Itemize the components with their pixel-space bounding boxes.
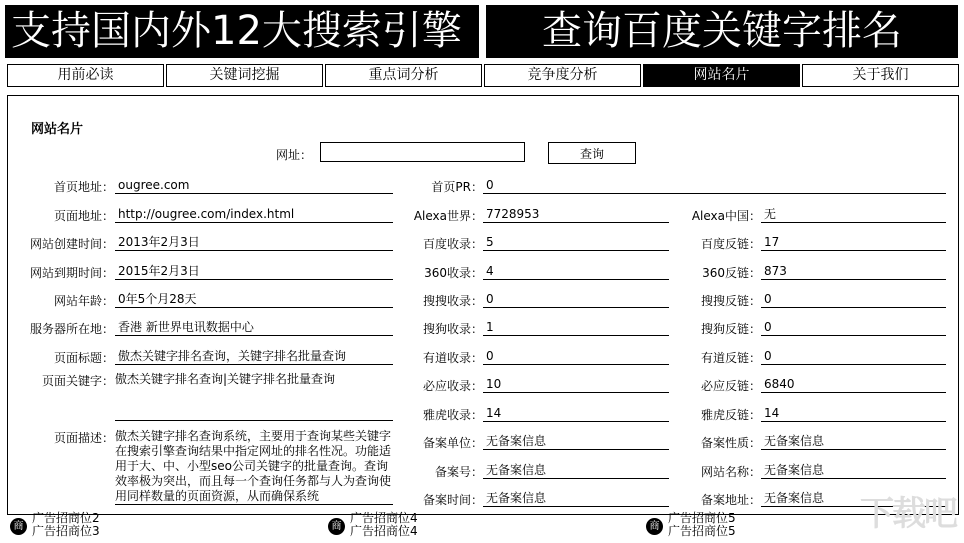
site-card-panel [7, 95, 959, 515]
ad-slot-2-line2: 广告招商位4 [350, 524, 418, 538]
panel-title: 网站名片 [31, 122, 84, 137]
page-desc-value: 傲杰关键字排名查询系统，主要用于查询某些关键字在搜索引擎查询结果中指定网址的排名性况。功能适用于大、中、小型seo公司关键字的批量查询。查询效率极为突出，而且每一个查询任务都与人为查询使用同样数量的页面资源，从而确保系统 [115, 429, 392, 503]
tab-keyword-analysis[interactable]: 重点词分析 [325, 64, 482, 87]
icp-number-value: 无备案信息 [483, 463, 669, 479]
site-name-label: 网站名称： [700, 465, 761, 479]
yahoo-backlink-label: 雅虎反链： [700, 408, 761, 422]
created-label: 网站创建时间： [29, 237, 114, 251]
bing-index-value: 10 [483, 377, 669, 393]
youdao-backlink-value: 0 [761, 349, 946, 365]
age-value: 0年5个月28天 [115, 292, 393, 308]
page-keywords-label: 页面关键字： [41, 374, 114, 388]
sogou-backlink-value: 0 [761, 320, 946, 336]
page-desc-underline [115, 504, 393, 505]
ad-slot-3-line1: 广告招商位5 [668, 511, 736, 525]
sogou-backlink-label: 搜狗反链： [700, 322, 761, 336]
ad-slot-2-line1: 广告招商位4 [350, 511, 418, 525]
ad-slot-3-line2: 广告招商位5 [668, 524, 736, 538]
expires-value: 2015年2月3日 [115, 264, 393, 280]
baidu-index-value: 5 [483, 235, 669, 251]
so360-index-label: 360收录： [424, 266, 483, 280]
merchant-icon: 商 [10, 518, 27, 535]
server-value: 香港 新世界电讯数据中心 [115, 320, 393, 336]
youdao-index-value: 0 [483, 349, 669, 365]
ad-slot-1-line2: 广告招商位3 [32, 524, 100, 538]
ad-slot-1[interactable] [10, 511, 100, 538]
watermark-logo: 下载吧 [860, 494, 956, 534]
pr-value: 0 [483, 178, 946, 194]
soso-backlink-label: 搜搜反链： [700, 294, 761, 308]
baidu-backlink-value: 17 [761, 235, 946, 251]
soso-index-label: 搜搜收录： [422, 294, 483, 308]
youdao-index-label: 有道收录： [422, 351, 483, 365]
so360-backlink-label: 360反链： [702, 266, 761, 280]
sogou-index-value: 1 [483, 320, 669, 336]
icp-unit-label: 备案单位： [422, 436, 483, 450]
soso-backlink-value: 0 [761, 292, 946, 308]
url-label: 网址： [276, 148, 313, 162]
tab-guide[interactable]: 用前必读 [7, 64, 164, 87]
page-keywords-underline [115, 420, 393, 421]
page-desc-label: 页面描述： [53, 431, 114, 445]
banner-right-title: 查询百度关键字排名 [486, 5, 958, 58]
baidu-backlink-label: 百度反链： [700, 237, 761, 251]
created-value: 2013年2月3日 [115, 235, 393, 251]
expires-label: 网站到期时间： [29, 266, 114, 280]
query-button[interactable]: 查询 [548, 142, 636, 164]
yahoo-backlink-value: 14 [761, 406, 946, 422]
icp-time-value: 无备案信息 [483, 491, 669, 507]
sogou-index-label: 搜狗收录： [422, 322, 483, 336]
icp-address-value: 无备案信息 [761, 491, 946, 507]
tab-competition-analysis[interactable]: 竞争度分析 [484, 64, 641, 87]
alexa-china-label: Alexa中国： [691, 209, 761, 223]
server-label: 服务器所在地： [29, 322, 114, 336]
tab-site-card[interactable]: 网站名片 [643, 64, 800, 87]
tab-keyword-mining[interactable]: 关键词挖掘 [166, 64, 323, 87]
alexa-china-value: 无 [761, 207, 946, 223]
bing-index-label: 必应收录： [422, 379, 483, 393]
youdao-backlink-label: 有道反链： [700, 351, 761, 365]
url-input[interactable] [320, 142, 525, 162]
icp-time-label: 备案时间： [422, 493, 483, 507]
so360-index-value: 4 [483, 264, 669, 280]
page-keywords-value: 傲杰关键字排名查询|关键字排名批量查询 [115, 372, 336, 386]
homepage-value: ougree.com [115, 178, 393, 194]
ad-slot-3[interactable] [646, 511, 736, 538]
alexa-world-value: 7728953 [483, 207, 669, 223]
ad-slot-2[interactable] [328, 511, 418, 538]
homepage-label: 首页地址： [53, 180, 114, 194]
pr-label: 首页PR： [431, 180, 483, 194]
icp-type-value: 无备案信息 [761, 434, 946, 450]
icp-address-label: 备案地址： [700, 493, 761, 507]
baidu-index-label: 百度收录： [422, 237, 483, 251]
age-label: 网站年龄： [53, 294, 114, 308]
page-url-value: http://ougree.com/index.html [115, 207, 393, 223]
icp-number-label: 备案号： [434, 465, 483, 479]
soso-index-value: 0 [483, 292, 669, 308]
page-title-label: 页面标题： [53, 351, 114, 365]
alexa-world-label: Alexa世界： [413, 209, 483, 223]
yahoo-index-label: 雅虎收录： [422, 408, 483, 422]
tab-about-us[interactable]: 关于我们 [802, 64, 959, 87]
merchant-icon: 商 [328, 518, 345, 535]
merchant-icon: 商 [646, 518, 663, 535]
main-tabs [7, 64, 959, 90]
icp-unit-value: 无备案信息 [483, 434, 669, 450]
ad-slot-1-line1: 广告招商位2 [32, 511, 100, 525]
bing-backlink-label: 必应反链： [700, 379, 761, 393]
site-name-value: 无备案信息 [761, 463, 946, 479]
page-url-label: 页面地址： [53, 209, 114, 223]
banner-left-title: 支持国内外12大搜索引擎 [5, 5, 479, 58]
icp-type-label: 备案性质： [700, 436, 761, 450]
so360-backlink-value: 873 [761, 264, 946, 280]
page-title-value: 傲杰关键字排名查询，关键字排名批量查询 [115, 349, 393, 365]
yahoo-index-value: 14 [483, 406, 669, 422]
bing-backlink-value: 6840 [761, 377, 946, 393]
